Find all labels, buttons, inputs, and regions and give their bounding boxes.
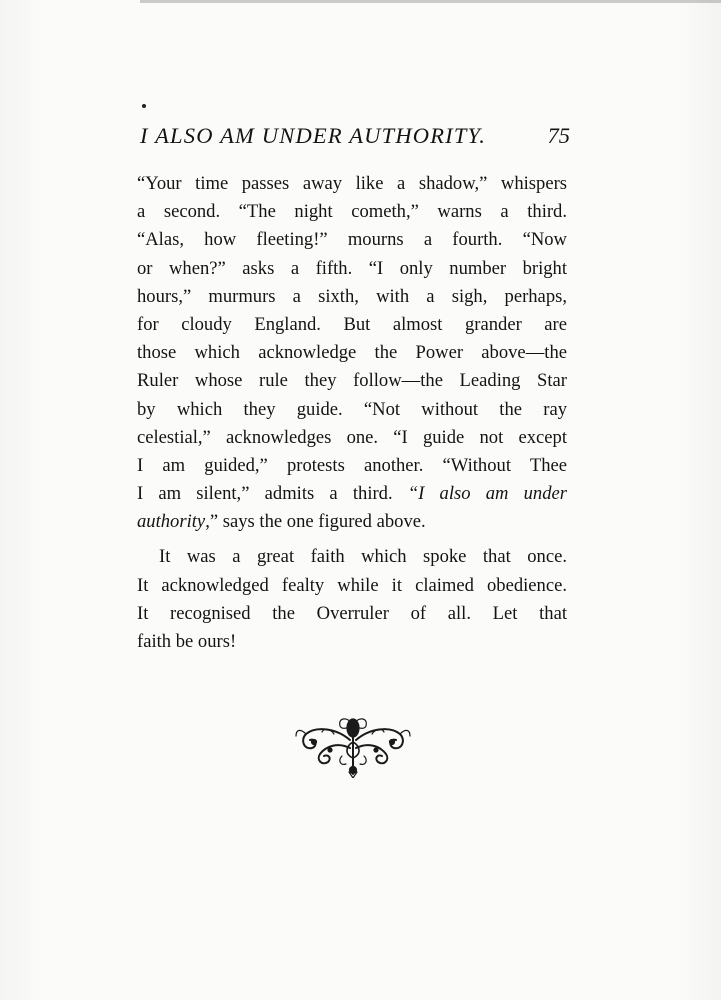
text-line: those which acknowledge the Power above—the <box>137 342 567 364</box>
running-title: I ALSO AM UNDER AUTHORITY. <box>140 123 487 148</box>
text-line: It acknowledged fealty while it claimed obedience. <box>137 574 567 596</box>
page-top-edge <box>140 0 721 3</box>
text-line: for cloudy England. But almost grander are <box>137 313 567 335</box>
text-line: “Your time passes away like a shadow,” whispers <box>137 173 567 194</box>
body-text <box>137 170 567 656</box>
text-line: I am guided,” protests another. “Without Thee <box>137 454 567 476</box>
text-line: hours,” murmurs a sixth, with a sigh, perhaps, <box>137 285 567 307</box>
italic-quote-word: authority <box>137 511 206 533</box>
text-line: celestial,” acknowledges one. “I guide not except <box>137 426 567 448</box>
text-line: It was a great faith which spoke that once. <box>159 546 567 568</box>
paragraph-gap <box>137 536 567 543</box>
running-head <box>140 123 570 155</box>
text-segment: ,” says the one figured above. <box>205 511 426 533</box>
ink-speck <box>142 104 146 108</box>
text-line: “Alas, how fleeting!” mourns a fourth. “Now <box>137 229 567 251</box>
text-line: or when?” asks a fifth. “I only number bright <box>137 257 567 279</box>
text-line: by which they guide. “Not without the ray <box>137 398 567 420</box>
text-line: Ruler whose rule they follow—the Leading Star <box>137 370 567 392</box>
text-line-with-quote <box>137 508 567 536</box>
italic-quote: “I also am under <box>407 483 567 505</box>
page-number: 75 <box>547 123 570 148</box>
text-line: faith be ours! <box>137 631 237 652</box>
text-line: a second. “The night cometh,” warns a third. <box>137 201 567 223</box>
text-line: It recognised the Overruler of all. Let that <box>137 602 567 624</box>
floral-ornament-icon <box>294 712 412 778</box>
text-segment: I am silent,” admits a third. <box>137 483 393 505</box>
text-line-with-quote <box>137 480 567 508</box>
